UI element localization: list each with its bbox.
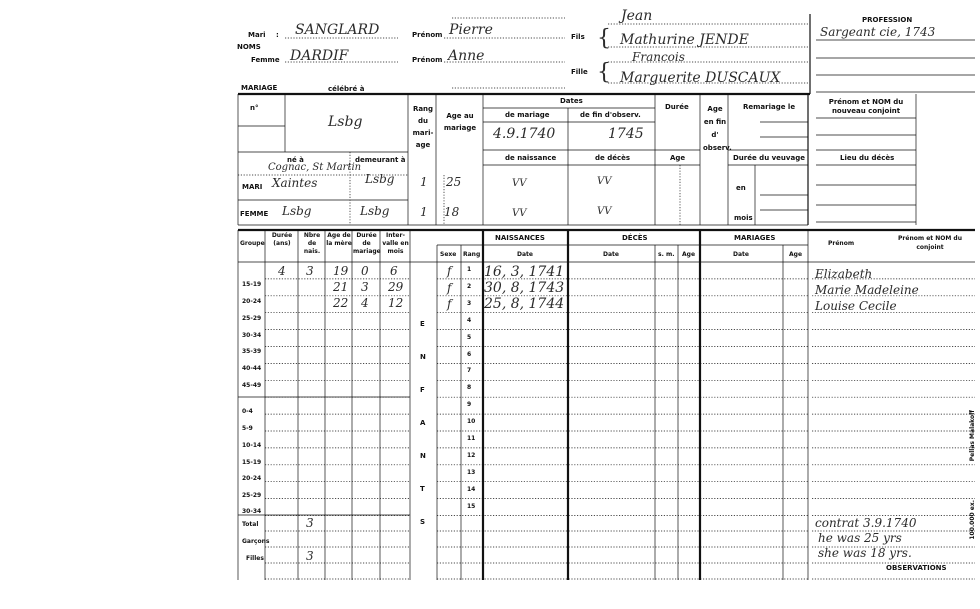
mariages-header: MARIAGES [734, 234, 776, 242]
group-label: 5-9 [242, 425, 253, 432]
femme-prenom: Anne [448, 48, 485, 64]
rang-label: Rang du mari-age [412, 105, 434, 149]
group-label: 15-19 [242, 281, 262, 288]
femme-dem: Lsbg [360, 204, 390, 218]
date-mariage: 4.9.1740 [493, 126, 556, 142]
rank-label: 6 [467, 350, 472, 358]
group-label: 35-39 [242, 348, 262, 355]
rank-label: 2 [467, 282, 472, 290]
duree-mariage-header: Durée de mariage [353, 232, 381, 255]
prenom-label-mari: Prénom [412, 31, 443, 39]
enfants-letter: A [420, 419, 426, 427]
child2-sexe: f [447, 281, 452, 295]
child3-prenom: Louise Cecile [815, 299, 897, 313]
colon-mark: : [276, 31, 279, 39]
observation-line1: contrat 3.9.1740 [815, 516, 917, 530]
naiss-date-header: Date [517, 251, 533, 258]
femme-label: Femme [251, 56, 280, 64]
rank-label: 10 [467, 418, 476, 426]
femme-naissance: VV [512, 208, 527, 219]
filles-value: 3 [306, 549, 314, 563]
mois-label: mois [734, 214, 753, 222]
mari-surname: SANGLARD [295, 22, 380, 38]
demeurant-label: demeurant à [355, 156, 406, 164]
mari-born2: Xaintes [272, 176, 318, 190]
enfants-letter: N [420, 353, 426, 361]
celebre-label: célébré à [328, 85, 365, 93]
mari-prenom: Pierre [449, 22, 493, 38]
remariage-label: Remariage le [743, 103, 796, 111]
mari-row-label: MARI [242, 183, 263, 191]
fils-label: Fils [571, 33, 585, 41]
noms-label: NOMS [237, 43, 261, 51]
femme-surname: DARDIF [290, 48, 349, 64]
group-label: 40-44 [242, 365, 262, 372]
duree-label: Durée [665, 103, 689, 111]
en-label: en [736, 184, 746, 192]
child3-sexe: f [447, 297, 452, 311]
mariage-age-header: Age [789, 251, 803, 258]
age-label: Age au mariage [443, 112, 477, 132]
child2-prenom: Marie Madeleine [815, 283, 919, 297]
sexe-header: Sexe [440, 251, 457, 258]
duree-value: 4 [278, 264, 286, 278]
group-label: 45-49 [242, 382, 262, 389]
mari-naissance: VV [512, 178, 527, 189]
mari-label: Mari [248, 31, 266, 39]
child2-birth: 30, 8, 1743 [484, 280, 565, 296]
age-fin-label: Age en fin d' observ. [703, 105, 732, 152]
mari-dem: Lsbg [365, 172, 395, 186]
fille-line: Marguerite DUSCAUX [620, 70, 781, 86]
profession-value: Sargeant cie, 1743 [820, 25, 936, 39]
brace-fille: { [597, 60, 611, 85]
total-label: Total [242, 521, 259, 528]
groupe-header: Groupe [240, 240, 265, 247]
rank-label: 11 [467, 435, 476, 442]
dates-label: Dates [560, 97, 583, 105]
child1-sexe: f [447, 264, 452, 278]
duree-mariage-row3: 4 [361, 296, 369, 310]
nouveau-conjoint-label: Prénom et NOM du nouveau conjoint [828, 98, 904, 115]
de-fin-label: de fin d'observ. [580, 111, 641, 119]
brace-fils: { [597, 26, 611, 51]
rank-label: 14 [467, 485, 476, 493]
observations-label: OBSERVATIONS [886, 564, 947, 572]
age-mere-header: Age de la mère [326, 232, 352, 247]
naissances-header: NAISSANCES [495, 234, 545, 242]
child1-birth: 16, 3, 1741 [484, 264, 565, 280]
femme-born: Lsbg [282, 204, 312, 218]
ne-a-label: né à [287, 156, 304, 164]
group-label: 20-24 [242, 475, 262, 482]
mari-rang: 1 [420, 175, 428, 189]
rank-label: 3 [467, 299, 472, 307]
enfants-letter: S [420, 518, 426, 526]
mariage-title: MARIAGE [241, 84, 278, 92]
mari-born: Cognac, St Martin [268, 162, 362, 173]
age-mere-row2: 21 [333, 280, 349, 294]
group-label: 15-19 [242, 459, 262, 466]
enfants-letter: N [420, 452, 426, 460]
child1-prenom: Elizabeth [815, 267, 873, 281]
age-mere-row1: 19 [333, 264, 349, 278]
age-col-label: Age [670, 154, 686, 162]
group-label: 10-14 [242, 442, 262, 449]
enfants-letter: F [420, 386, 425, 394]
rank-label: 9 [467, 401, 472, 409]
fille-label: Fille [571, 68, 588, 76]
enfants-letter: E [420, 320, 425, 328]
prenom-label-femme: Prénom [412, 56, 443, 64]
total-value: 3 [306, 516, 314, 530]
garcons-label: Garçons [242, 538, 270, 545]
no-label: n° [250, 104, 259, 112]
duree-mariage-row2: 3 [361, 280, 369, 294]
print-run-mark: 100.000 ex. [969, 500, 976, 540]
deces-header: DÉCÈS [622, 234, 648, 242]
deces-age-header: Age [682, 251, 696, 258]
filles-label: Filles [246, 555, 264, 562]
femme-age: 18 [444, 205, 460, 219]
group-label: 30-34 [242, 332, 262, 339]
observation-line3: she was 18 yrs. [818, 546, 912, 560]
rank-label: 7 [467, 367, 472, 375]
date-fin: 1745 [608, 126, 644, 142]
mari-age: 25 [446, 175, 462, 189]
age-mere-row3: 22 [333, 296, 349, 310]
printer-mark: Pellas Malakoff [969, 410, 976, 462]
mariage-place: Lsbg [328, 114, 363, 130]
femme-row-label: FEMME [240, 210, 269, 218]
rang-header: Rang [463, 251, 481, 258]
nbre-value: 3 [306, 264, 314, 278]
mariage-date-header: Date [733, 251, 749, 258]
rank-label: 8 [467, 384, 472, 392]
rank-label: 4 [467, 316, 472, 324]
intervalle-row2: 29 [388, 280, 404, 294]
observation-line2: he was 25 yrs [818, 531, 902, 545]
femme-rang: 1 [420, 205, 428, 219]
prenom-conjoint-header: Prénom et NOM du conjoint [898, 235, 962, 251]
femme-deces: VV [597, 206, 612, 217]
duree-mariage-row1: 0 [361, 264, 369, 278]
rank-label: 12 [467, 451, 476, 459]
de-naissance-label: de naissance [505, 154, 557, 162]
group-label: 25-29 [242, 492, 262, 499]
prenom-header: Prénom [828, 240, 855, 247]
fils-line3: Francois [632, 50, 685, 64]
enfants-letter: T [420, 485, 425, 493]
group-label: 25-29 [242, 315, 262, 322]
de-mariage-label: de mariage [505, 111, 550, 119]
intervalle-row1: 6 [390, 264, 398, 278]
rank-label: 15 [467, 502, 476, 510]
fils-line2: Mathurine JENDE [620, 32, 749, 48]
duree-ans-header: Durée (ans) [271, 232, 293, 247]
intervalle-row3: 12 [388, 296, 404, 310]
rank-label: 13 [467, 468, 476, 476]
fils-line1: Jean [621, 8, 653, 24]
profession-label: PROFESSION [862, 16, 913, 24]
mari-deces: VV [597, 176, 612, 187]
child3-birth: 25, 8, 1744 [484, 296, 565, 312]
lieu-deces-label: Lieu du décès [840, 154, 895, 162]
rank-label: 1 [467, 266, 472, 273]
group-label: 30-34 [242, 508, 262, 515]
duree-veuvage-label: Durée du veuvage [733, 154, 805, 162]
nbre-nais-header: Nbre de nais. [303, 232, 321, 255]
intervalle-header: Inter-valle en mois [382, 232, 409, 255]
group-label: 20-24 [242, 298, 262, 305]
sm-header: s. m. [658, 251, 675, 258]
group-label: 0-4 [242, 408, 253, 415]
rank-label: 5 [467, 333, 472, 341]
deces-date-header: Date [603, 251, 619, 258]
de-deces-label: de décès [595, 154, 631, 162]
